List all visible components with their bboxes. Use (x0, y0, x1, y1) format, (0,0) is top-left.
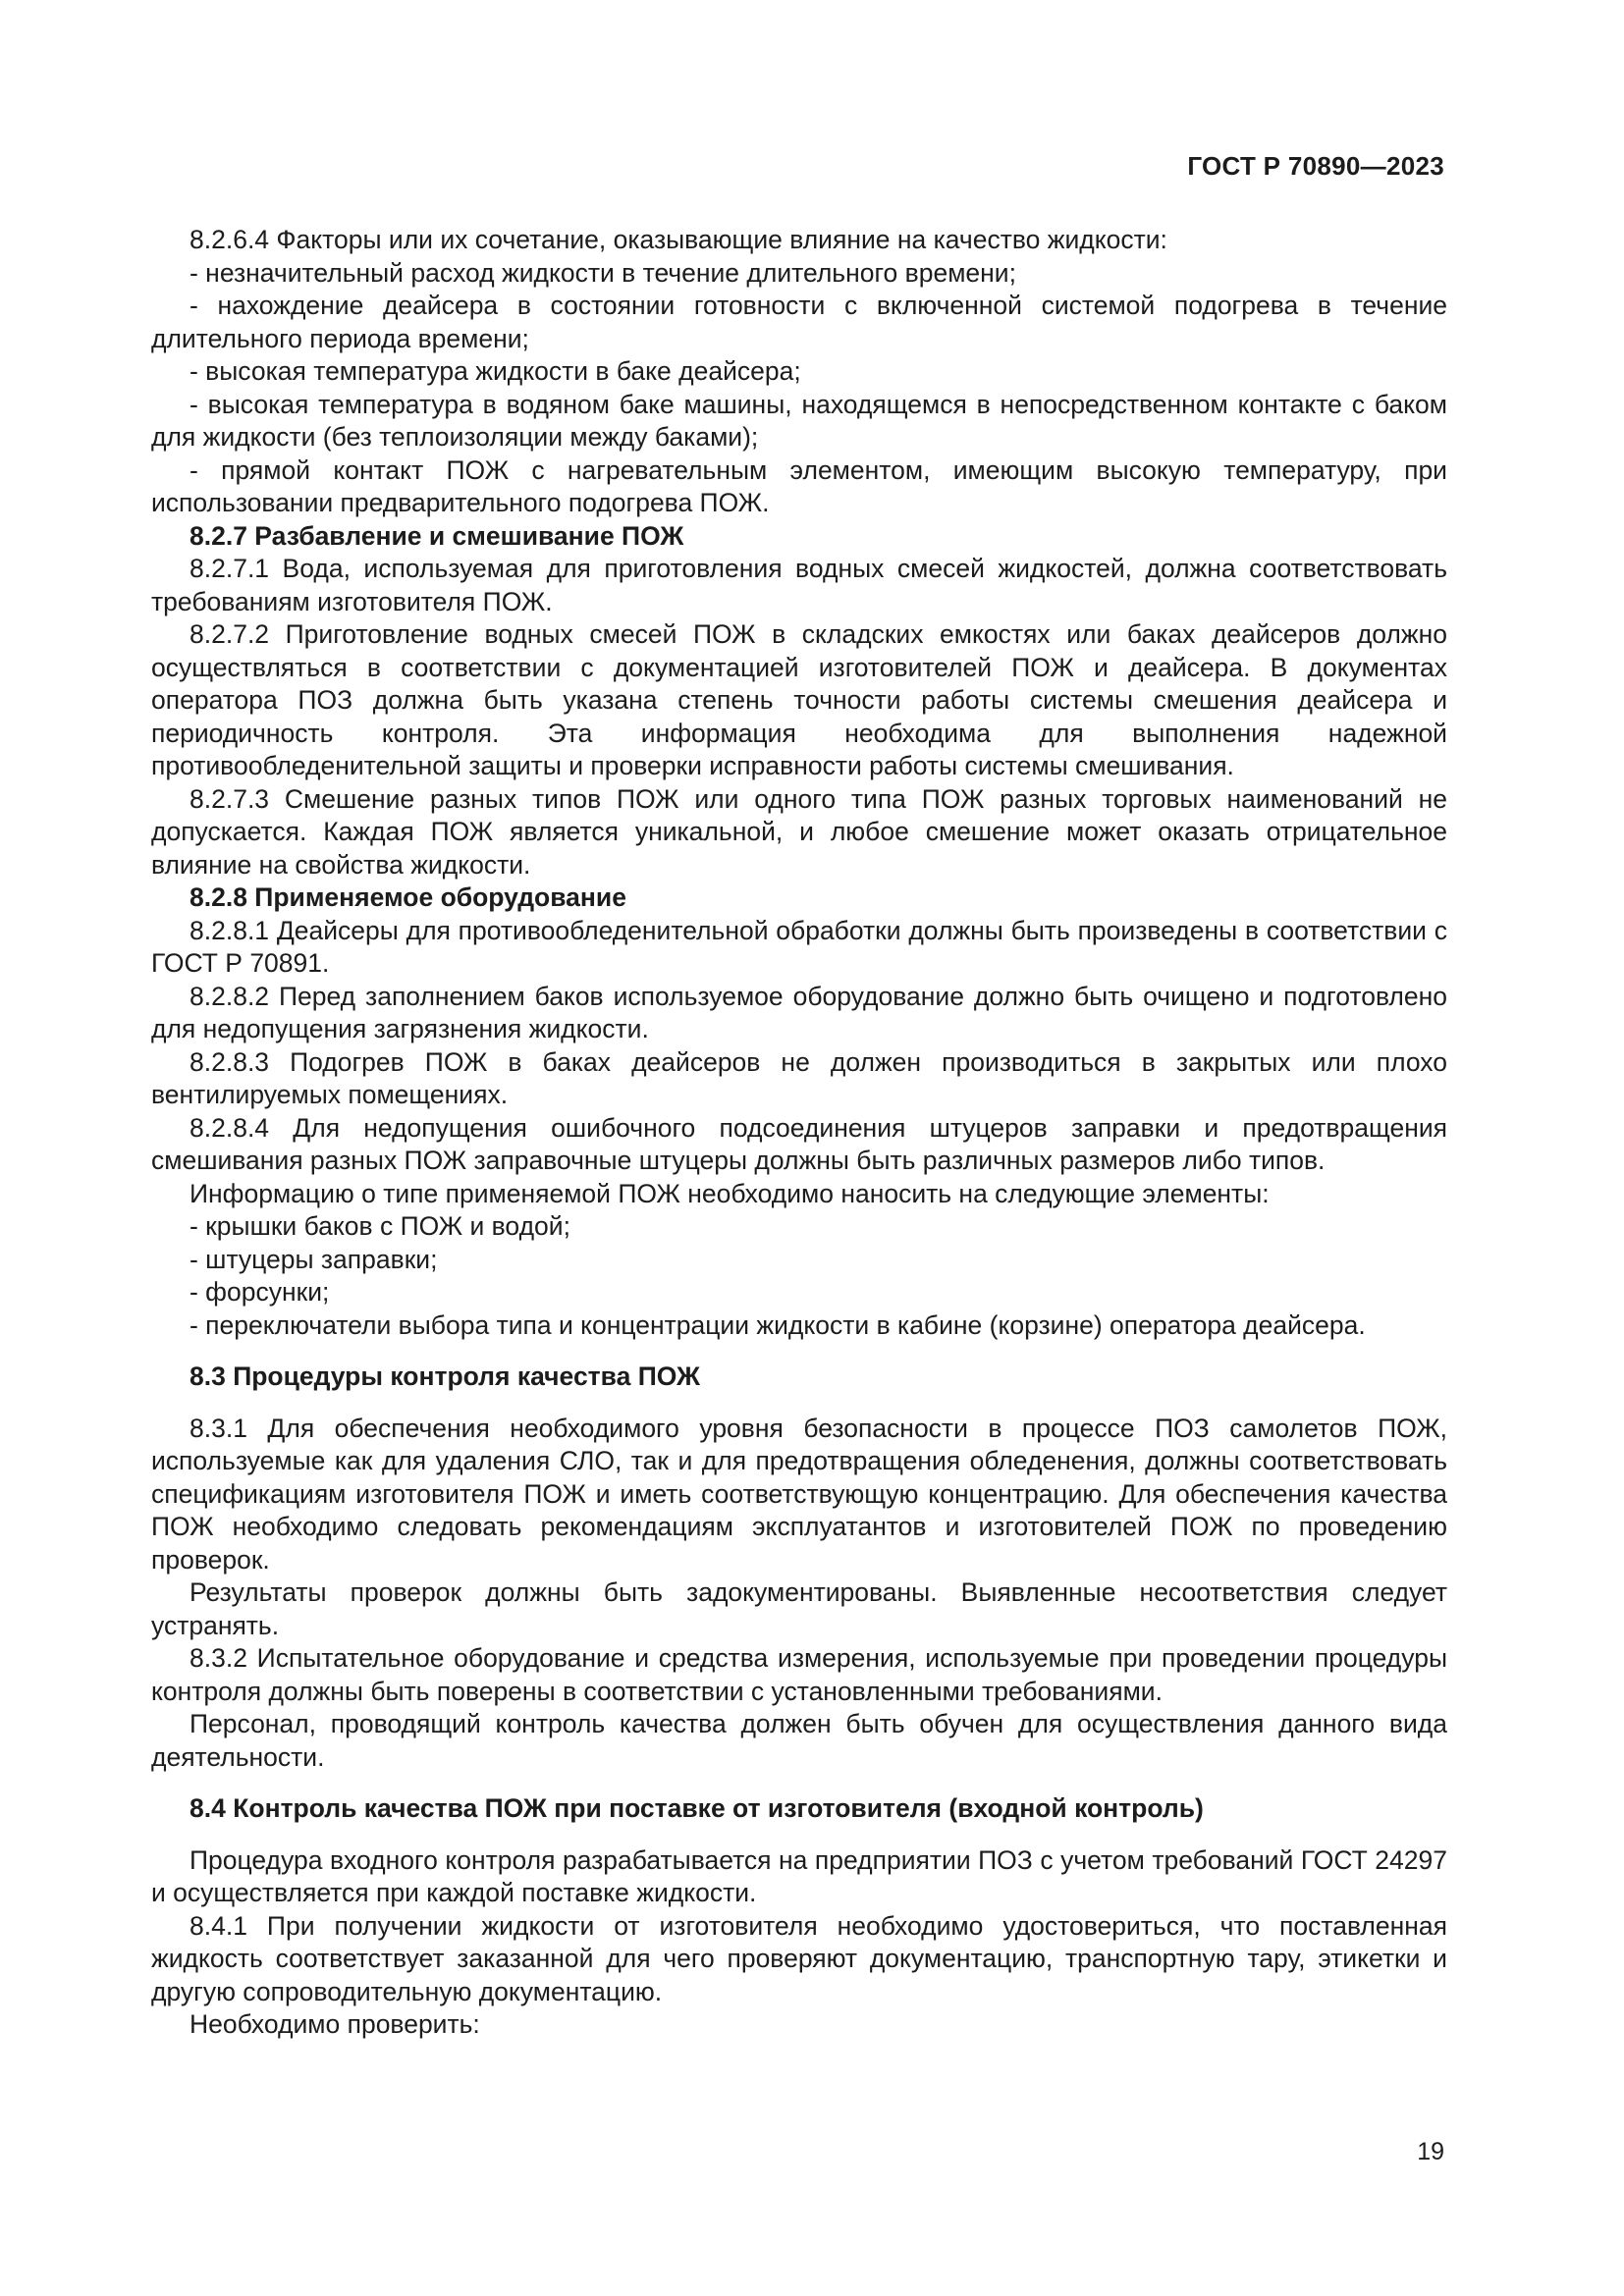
paragraph: 8.3.2 Испытательное оборудование и средства измерения, используемые при проведении процедуры контроля должны быть поверены в соответствии с установленными требованиями. (151, 1643, 1447, 1706)
section-heading: 8.3 Процедуры контроля качества ПОЖ (189, 1362, 700, 1391)
document-body (151, 224, 1447, 2042)
paragraph: 8.2.7.2 Приготовление водных смесей ПОЖ в складских емкостях или баках деайсеров должно осуществляться в соответствии с документацией изготовителей ПОЖ и деайсера. В документах оператора ПОЗ должна быть указана степень точности работы системы смешения деайсера и периодичность контроля. Эта информация необходима для выполнения надежной противообледенительной защиты и проверки исправности работы системы смешивания. (151, 619, 1447, 780)
list-item: - прямой контакт ПОЖ с нагревательным элементом, имеющим высокую температуру, при использовании предварительного подогрева ПОЖ. (151, 454, 1447, 517)
paragraph: 8.2.8.1 Деайсеры для противообледенительной обработки должны быть произведены в соответствии с ГОСТ Р 70891. (151, 915, 1447, 978)
paragraph: 8.2.8.4 Для недопущения ошибочного подсоединения штуцеров заправки и предотвращения смешивания разных ПОЖ заправочные штуцеры должны быть различных размеров либо типов. (151, 1112, 1447, 1175)
paragraph: Необходимо проверить: (189, 2009, 480, 2039)
page-number: 19 (1417, 2138, 1444, 2165)
paragraph: 8.2.6.4 Факторы или их сочетание, оказывающие влияние на качество жидкости: (189, 225, 1167, 254)
list-item: - незначительный расход жидкости в течение длительного времени; (189, 257, 1016, 288)
paragraph: 8.2.8.2 Перед заполнением баков используемое оборудование должно быть очищено и подготовлено для недопущения загрязнения жидкости. (151, 981, 1447, 1043)
paragraph: 8.4.1 При получении жидкости от изготовителя необходимо удостовериться, что поставленная жидкость соответствует заказанной для чего проверяют документацию, транспортную тару, этикетки и другую сопроводительную документацию. (151, 1910, 1447, 2006)
list-item: - переключатели выбора типа и концентрации жидкости в кабине (корзине) оператора деайсера. (189, 1309, 1366, 1340)
list-item: - крышки баков с ПОЖ и водой; (189, 1211, 570, 1241)
paragraph: 8.2.7.3 Смешение разных типов ПОЖ или одного типа ПОЖ разных торговых наименований не допускается. Каждая ПОЖ является уникальной, и любое смешение может оказать отрицательное влияние на свойства жидкости. (151, 783, 1447, 880)
document-header: ГОСТ Р 70890—2023 (1187, 151, 1444, 181)
paragraph: Персонал, проводящий контроль качества должен быть обучен для осуществления данного вида деятельности. (151, 1709, 1447, 1772)
paragraph: 8.3.1 Для обеспечения необходимого уровня безопасности в процессе ПОЗ самолетов ПОЖ, используемые как для удаления СЛО, так и для предотвращения обледенения, должны соответствовать спецификациям изготовителя ПОЖ и иметь соответствующую концентрацию. Для обеспечения качества ПОЖ необходимо следовать рекомендациям эксплуатантов и изготовителей ПОЖ по проведению проверок. (151, 1413, 1447, 1575)
section-heading: 8.2.8 Применяемое оборудование (189, 882, 626, 912)
list-item: - высокая температура жидкости в баке деайсера; (189, 356, 801, 386)
paragraph: Результаты проверок должны быть задокументированы. Выявленные несоответствия следует устранять. (151, 1577, 1447, 1640)
paragraph: Процедура входного контроля разрабатывается на предприятии ПОЗ с учетом требований ГОСТ 24297 и осуществляется при каждой поставке жидкости. (151, 1844, 1447, 1907)
list-item: - штуцеры заправки; (189, 1244, 438, 1274)
list-item: - нахождение деайсера в состоянии готовности с включенной системой подогрева в течение длительного периода времени; (151, 291, 1447, 353)
section-heading: 8.2.7 Разбавление и смешивание ПОЖ (189, 520, 684, 551)
paragraph: Информацию о типе применяемой ПОЖ необходимо наносить на следующие элементы: (189, 1178, 1270, 1208)
paragraph: 8.2.7.1 Вода, используемая для приготовления водных смесей жидкостей, должна соответствовать требованиям изготовителя ПОЖ. (151, 554, 1447, 616)
section-heading: 8.4 Контроль качества ПОЖ при поставке от изготовителя (входной контроль) (189, 1793, 1204, 1823)
list-item: - высокая температура в водяном баке машины, находящемся в непосредственном контакте с баком для жидкости (без теплоизоляции между баками); (151, 389, 1447, 452)
paragraph: 8.2.8.3 Подогрев ПОЖ в баках деайсеров не должен производиться в закрытых или плохо вентилируемых помещениях. (151, 1046, 1447, 1109)
list-item: - форсунки; (189, 1277, 330, 1307)
